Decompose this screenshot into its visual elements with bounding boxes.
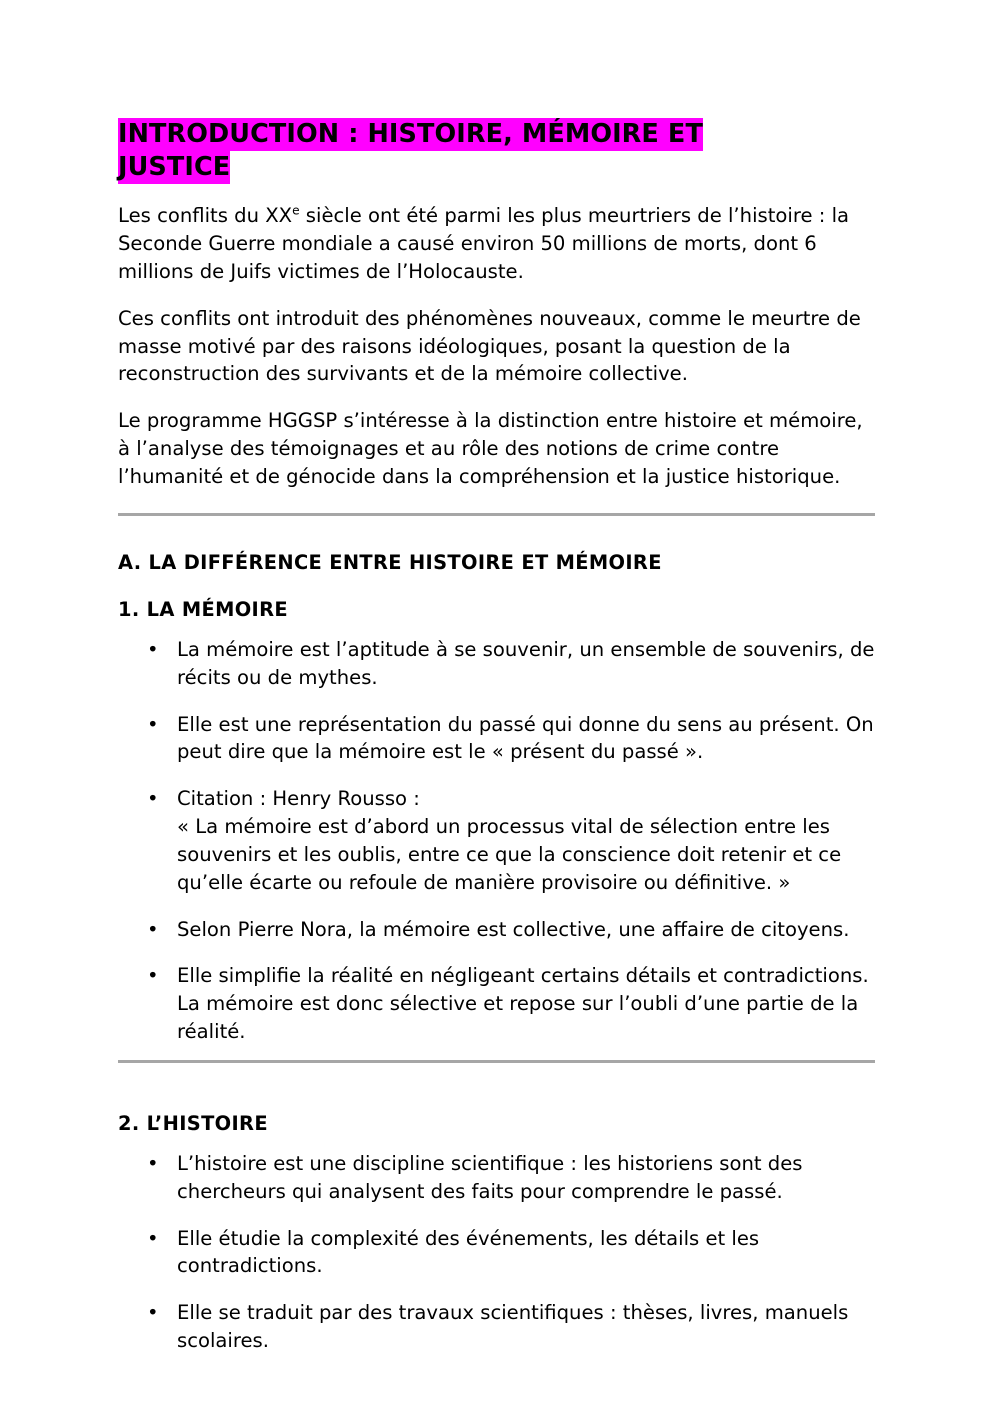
bullet-icon: • bbox=[147, 787, 159, 811]
list-item-text: Elle se traduit par des travaux scientifiques : thèses, livres, manuels scolaires. bbox=[177, 1301, 849, 1353]
list-item bbox=[118, 1225, 875, 1281]
intro-paragraph-1-after-sup: siècle ont été parmi les plus meurtriers de l’histoire : la Seconde Guerre mondiale a causé environ 50 millions de morts, dont 6 millions de Juifs victimes de l’Holocauste. bbox=[118, 204, 850, 283]
subsection-2-bullet-list bbox=[118, 1150, 875, 1355]
list-item bbox=[118, 785, 875, 896]
list-item bbox=[118, 962, 875, 1045]
intro-paragraph-1 bbox=[118, 202, 875, 285]
subsection-1-heading: 1. LA MÉMOIRE bbox=[118, 597, 288, 621]
ordinal-superscript: e bbox=[292, 203, 300, 218]
list-item-text: L’histoire est une discipline scientifique : les historiens sont des chercheurs qui analysent des faits pour comprendre le passé. bbox=[177, 1152, 803, 1203]
list-item bbox=[118, 1299, 875, 1355]
list-item-text: Elle est une représentation du passé qui donne du sens au présent. On peut dire que la mémoire est le « présent du passé ». bbox=[177, 712, 874, 764]
subsection-1-bullet-list bbox=[118, 636, 875, 1046]
bullet-icon: • bbox=[147, 1152, 159, 1175]
section-a bbox=[118, 550, 875, 1355]
bullet-icon: • bbox=[147, 964, 159, 988]
section-a-heading: A. LA DIFFÉRENCE ENTRE HISTOIRE ET MÉMOIRE bbox=[118, 550, 662, 574]
list-item-text: La mémoire est l’aptitude à se souvenir, un ensemble de souvenirs, de récits ou de mythes. bbox=[177, 638, 875, 689]
section-divider-1 bbox=[118, 513, 875, 516]
list-item-text: Elle simplifie la réalité en négligeant certains détails et contradictions. La mémoire est donc sélective et repose sur l’oubli d’une partie de la réalité. bbox=[177, 964, 869, 1043]
page-title bbox=[118, 118, 808, 184]
list-item bbox=[118, 916, 875, 944]
bullet-icon: • bbox=[147, 712, 159, 736]
list-item-text-citation-label: Citation : Henry Rousso : bbox=[177, 787, 420, 811]
bullet-icon: • bbox=[147, 638, 159, 662]
section-divider-2 bbox=[118, 1060, 875, 1063]
bullet-icon: • bbox=[147, 1301, 159, 1325]
intro-paragraph-2: Ces conflits ont introduit des phénomènes nouveaux, comme le meurtre de masse motivé par des raisons idéologiques, posant la question de la reconstruction des survivants et de la mémoire collective. bbox=[118, 306, 861, 386]
page-title-line-1: INTRODUCTION : HISTOIRE, MÉMOIRE ET bbox=[118, 119, 703, 149]
bullet-icon: • bbox=[147, 917, 159, 941]
list-item-text: Elle étudie la complexité des événements, les détails et les contradictions. bbox=[177, 1226, 760, 1278]
subsection-2-heading: 2. L’HISTOIRE bbox=[118, 1111, 268, 1135]
list-item bbox=[118, 1150, 875, 1206]
list-item bbox=[118, 636, 875, 692]
list-item-text-citation-quote: « La mémoire est d’abord un processus vital de sélection entre les souvenirs et les oublis, entre ce que la conscience doit retenir et ce qu’elle écarte ou refoule de manière provisoire ou définitive. » bbox=[177, 815, 842, 894]
page-title-line-2: JUSTICE bbox=[118, 152, 231, 183]
intro-paragraph-3: Le programme HGGSP s’intéresse à la distinction entre histoire et mémoire, à l’analyse des témoignages et au rôle des notions de crime contre l’humanité et de génocide dans la compréhension et la justice historique. bbox=[118, 409, 863, 488]
list-item-text: Selon Pierre Nora, la mémoire est collective, une affaire de citoyens. bbox=[177, 917, 850, 941]
intro-paragraph-1-before-sup: Les conflits du XX bbox=[118, 204, 293, 228]
bullet-icon: • bbox=[147, 1226, 159, 1250]
list-item bbox=[118, 711, 875, 767]
